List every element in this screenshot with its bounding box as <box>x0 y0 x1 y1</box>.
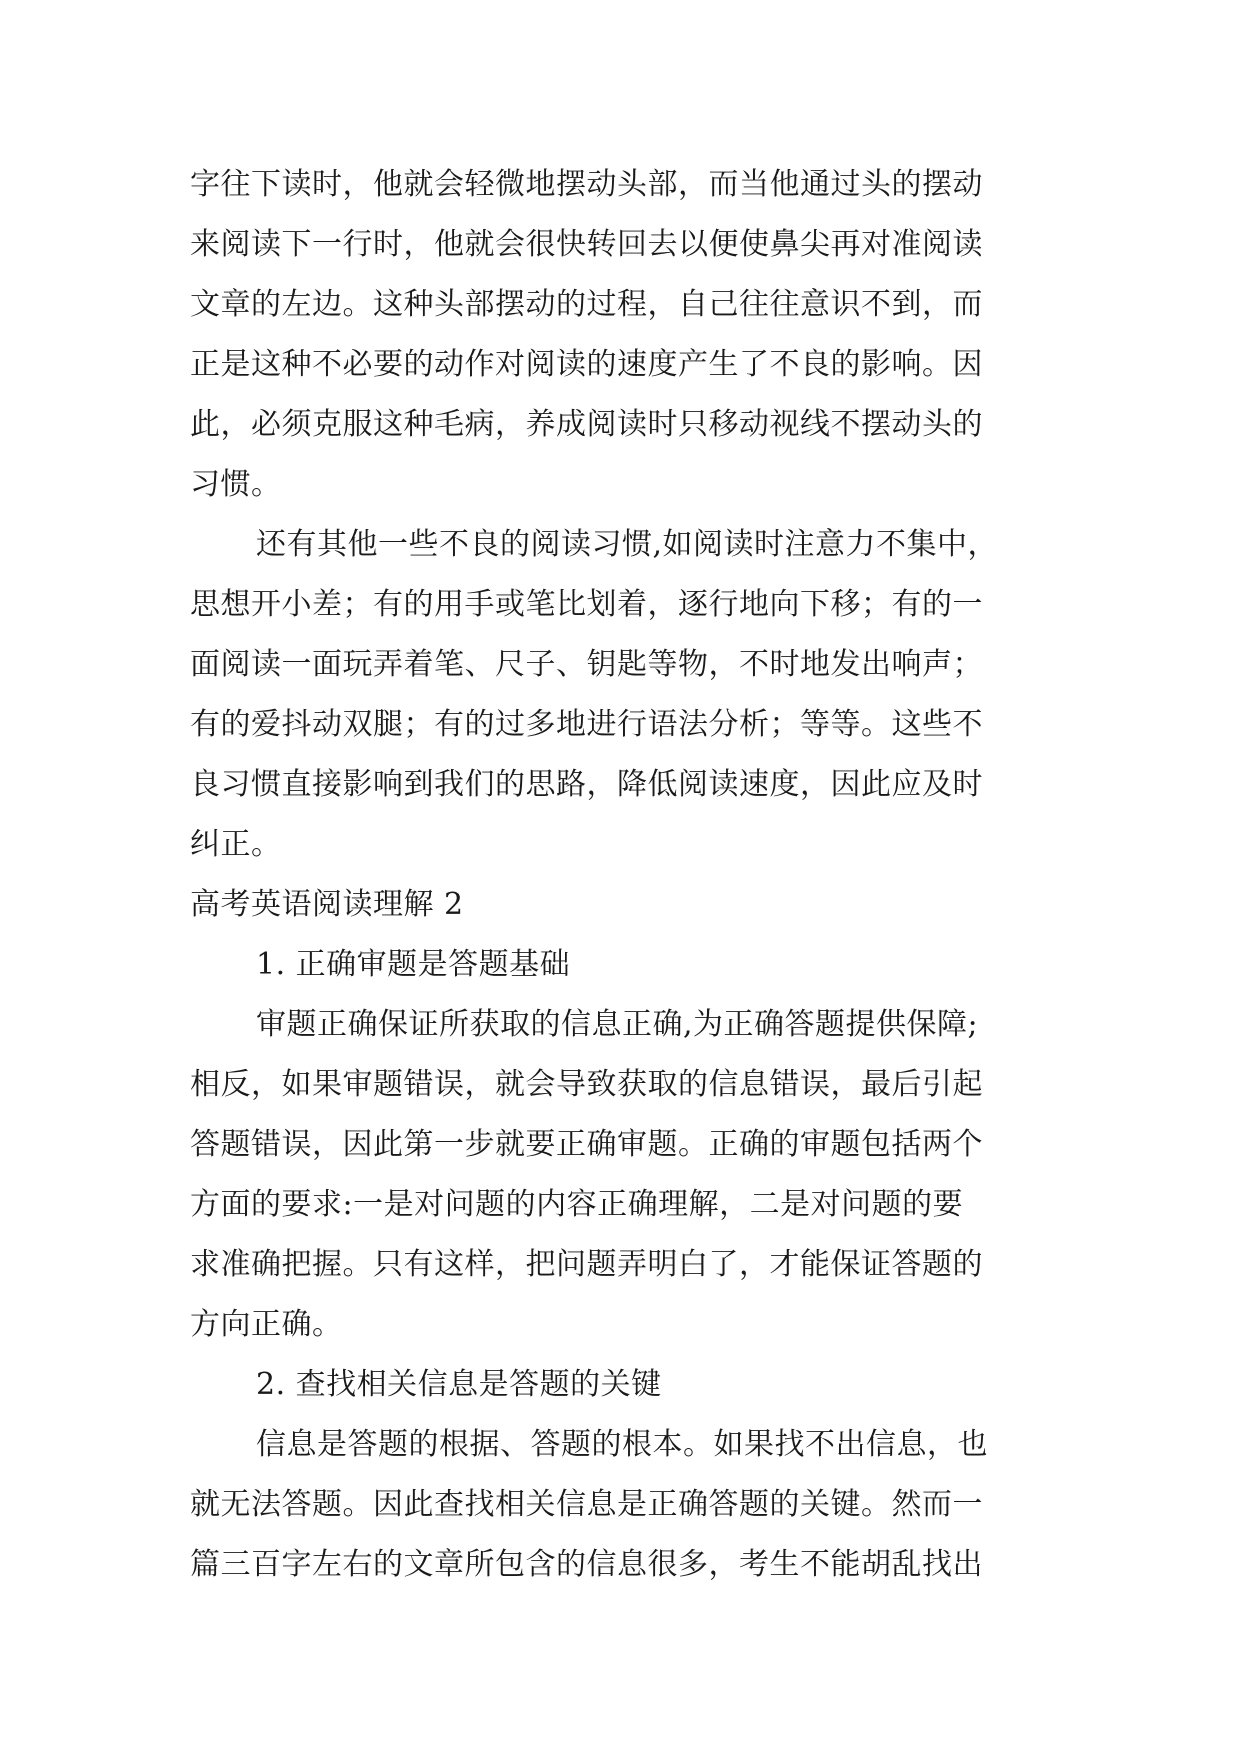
text-line: 篇三百字左右的文章所包含的信息很多，考生不能胡乱找出 <box>190 1547 983 1582</box>
text-line: 就无法答题。因此查找相关信息是正确答题的关键。然而一 <box>190 1487 983 1522</box>
document-page <box>190 155 1050 1595</box>
text-line: 良习惯直接影响到我们的思路，降低阅读速度，因此应及时 <box>190 767 983 802</box>
text-line: 信息是答题的根据、答题的根本。如果找不出信息，也 <box>256 1427 988 1462</box>
text-line: 相反，如果审题错误，就会导致获取的信息错误，最后引起 <box>190 1067 983 1102</box>
text-line: 方面的要求:一是对问题的内容正确理解，二是对问题的要 <box>190 1187 964 1222</box>
text-line: 习惯。 <box>190 467 282 502</box>
text-line: 求准确把握。只有这样，把问题弄明白了，才能保证答题的 <box>190 1247 983 1282</box>
text-line: 字往下读时，他就会轻微地摆动头部，而当他通过头的摆动 <box>190 167 983 202</box>
text-line: 答题错误，因此第一步就要正确审题。正确的审题包括两个 <box>190 1127 983 1162</box>
text-line: 此，必须克服这种毛病，养成阅读时只移动视线不摆动头的 <box>190 407 983 442</box>
text-line: 还有其他一些不良的阅读习惯,如阅读时注意力不集中， <box>256 527 999 562</box>
text-line: 文章的左边。这种头部摆动的过程，自己往往意识不到，而 <box>190 287 983 322</box>
text-line: 高考英语阅读理解 2 <box>190 887 464 922</box>
text-line: 2. 查找相关信息是答题的关键 <box>256 1367 662 1402</box>
text-line: 正是这种不必要的动作对阅读的速度产生了不良的影响。因 <box>190 347 983 382</box>
text-line: 来阅读下一行时，他就会很快转回去以便使鼻尖再对准阅读 <box>190 227 983 262</box>
text-line: 纠正。 <box>190 827 282 862</box>
text-line: 审题正确保证所获取的信息正确,为正确答题提供保障; <box>256 1007 979 1042</box>
text-line: 有的爱抖动双腿；有的过多地进行语法分析；等等。这些不 <box>190 707 983 742</box>
text-line: 方向正确。 <box>190 1307 343 1342</box>
text-line: 1. 正确审题是答题基础 <box>256 947 571 982</box>
text-line: 面阅读一面玩弄着笔、尺子、钥匙等物，不时地发出响声； <box>190 647 983 682</box>
text-line: 思想开小差；有的用手或笔比划着，逐行地向下移；有的一 <box>190 587 983 622</box>
